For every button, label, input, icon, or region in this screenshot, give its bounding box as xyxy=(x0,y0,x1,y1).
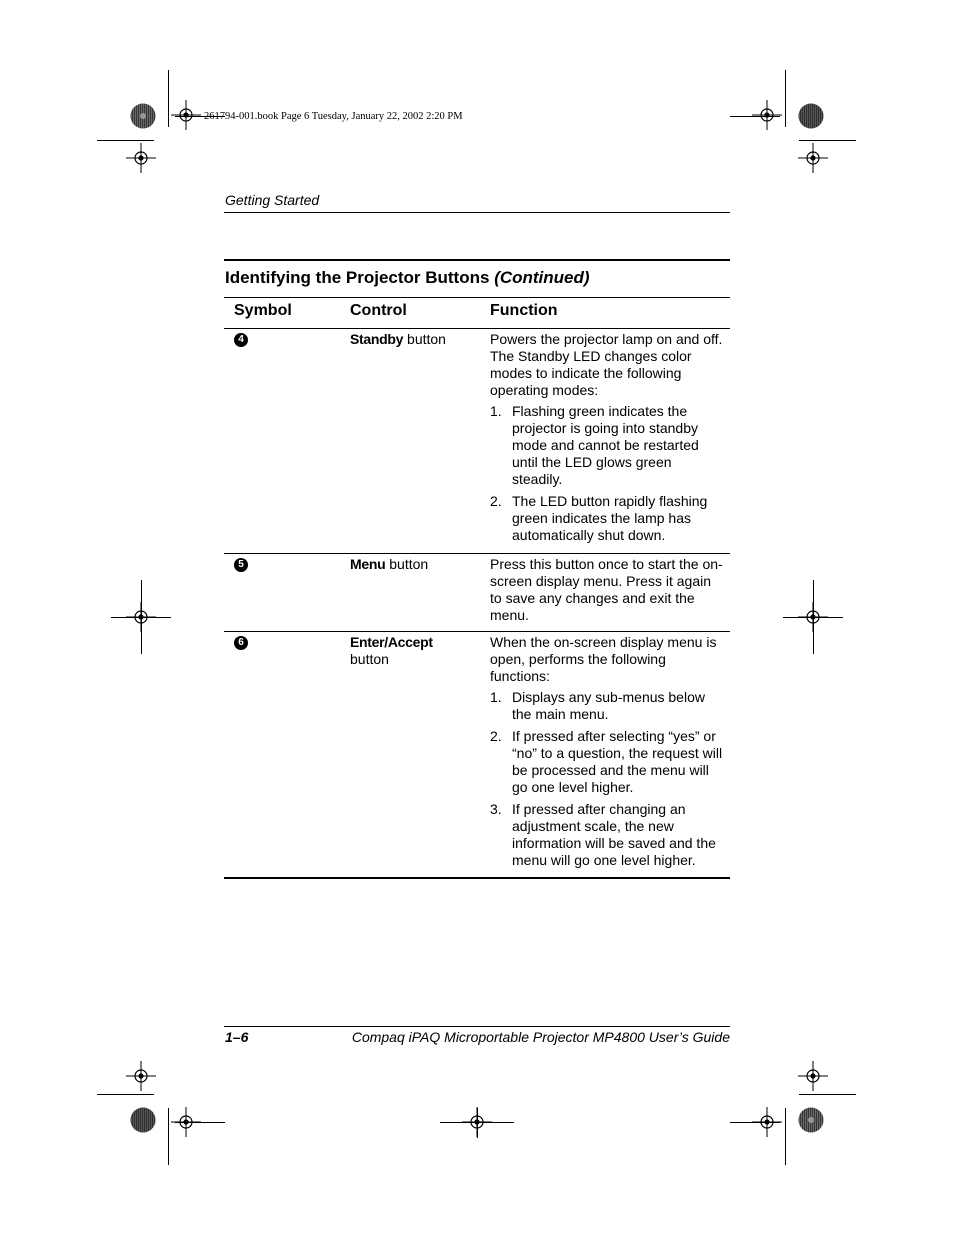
control-name: Menu xyxy=(350,556,386,572)
list-item-number: 1. xyxy=(490,689,502,705)
crop-mark xyxy=(785,1108,786,1165)
radial-starburst-disc-icon xyxy=(130,103,156,129)
control-suffix: button xyxy=(385,556,429,572)
crop-mark xyxy=(168,1108,169,1165)
table-title-rule xyxy=(224,297,730,298)
radial-starburst-disc-icon xyxy=(798,1107,824,1133)
book-title: Compaq iPAQ Microportable Projector MP4800 User’s Guide xyxy=(351,1029,730,1045)
table-top-rule xyxy=(224,259,730,261)
table-title-suffix: (Continued) xyxy=(494,268,590,287)
crop-mark xyxy=(141,580,142,654)
row-rule xyxy=(224,553,730,554)
row-rule xyxy=(224,631,730,632)
list-item xyxy=(490,689,725,723)
list-item-text: The LED button rapidly flashing green indicates the lamp has automatically shut down. xyxy=(512,493,708,543)
registration-mark-icon xyxy=(126,143,156,173)
table-title xyxy=(225,268,590,288)
column-header-function: Function xyxy=(490,302,558,319)
list-item-number: 1. xyxy=(490,403,502,419)
list-item-text: Flashing green indicates the projector is going into standby mode and cannot be restarted until the LED glows green steadily. xyxy=(512,403,699,487)
page-number: 1–6 xyxy=(225,1029,249,1045)
control-suffix: button xyxy=(403,331,446,347)
control-cell xyxy=(350,634,475,668)
function-cell xyxy=(490,556,725,628)
function-cell xyxy=(490,634,725,874)
callout-number-6: 6 xyxy=(234,636,248,650)
function-cell xyxy=(490,331,725,549)
function-list xyxy=(490,403,725,544)
crop-mark xyxy=(97,140,154,141)
crop-mark xyxy=(175,1122,225,1123)
function-intro: Press this button once to start the on-screen display menu. Press it again to save any changes and exit the menu. xyxy=(490,556,723,623)
list-item xyxy=(490,403,725,488)
list-item-text: Displays any sub-menus below the main menu. xyxy=(512,689,705,722)
crop-mark xyxy=(785,70,786,127)
control-name: Standby xyxy=(350,331,404,347)
registration-mark-icon xyxy=(798,143,828,173)
callout-number-5: 5 xyxy=(234,558,248,572)
control-suffix: button xyxy=(350,651,389,667)
list-item xyxy=(490,728,725,796)
function-list xyxy=(490,689,725,869)
list-item-number: 2. xyxy=(490,493,502,509)
crop-mark xyxy=(730,116,780,117)
control-cell xyxy=(350,556,475,573)
radial-starburst-disc-icon xyxy=(798,103,824,129)
footer-rule xyxy=(224,1026,730,1027)
table-bottom-rule xyxy=(224,877,730,879)
crop-mark xyxy=(799,140,856,141)
registration-mark-icon xyxy=(171,100,201,130)
header-rule xyxy=(224,212,730,213)
column-header-control: Control xyxy=(350,302,407,319)
list-item xyxy=(490,493,725,544)
column-header-symbol: Symbol xyxy=(234,302,292,319)
crop-mark xyxy=(97,1094,154,1095)
list-item xyxy=(490,801,725,869)
registration-mark-icon xyxy=(798,1061,828,1091)
registration-mark-icon xyxy=(752,100,782,130)
running-header: Getting Started xyxy=(225,192,320,208)
crop-mark xyxy=(477,1108,478,1138)
registration-mark-icon xyxy=(126,1061,156,1091)
list-item-number: 3. xyxy=(490,801,502,817)
table-title-text: Identifying the Projector Buttons xyxy=(225,268,490,287)
function-intro: Powers the projector lamp on and off. The Standby LED changes color modes to indicate the following operating modes: xyxy=(490,331,723,398)
crop-mark xyxy=(813,580,814,654)
crop-mark xyxy=(799,1094,856,1095)
crop-mark xyxy=(730,1122,780,1123)
list-item-number: 2. xyxy=(490,728,502,744)
callout-number-4: 4 xyxy=(234,333,248,347)
radial-starburst-disc-icon xyxy=(130,1107,156,1133)
print-job-line: 261794-001.book Page 6 Tuesday, January 22, 2002 2:20 PM xyxy=(204,111,463,122)
function-intro: When the on-screen display menu is open, performs the following functions: xyxy=(490,634,717,684)
control-name: Enter/Accept xyxy=(350,634,433,650)
list-item-text: If pressed after selecting “yes” or “no” to a question, the request will be processed and the menu will go one level higher. xyxy=(512,728,723,795)
control-cell xyxy=(350,331,475,348)
list-item-text: If pressed after changing an adjustment scale, the new information will be saved and the menu will go one level higher. xyxy=(512,801,716,868)
column-header-rule xyxy=(224,328,730,329)
crop-mark xyxy=(168,70,169,127)
